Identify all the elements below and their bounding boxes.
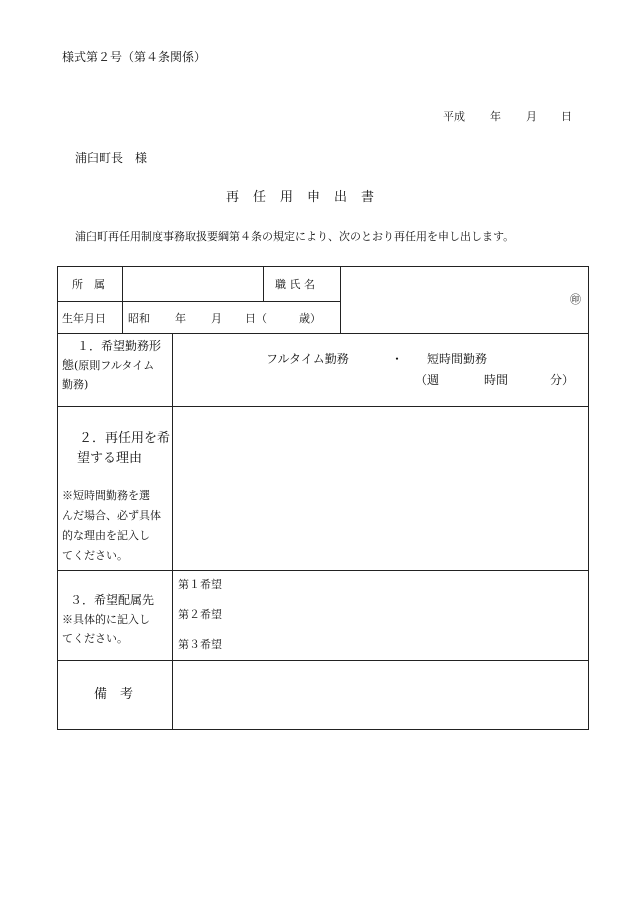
page-title: 再任用申出書	[226, 190, 389, 205]
remarks-label: 備 考	[94, 687, 134, 702]
date-day: 日	[561, 110, 572, 123]
birth-month: 月	[211, 312, 222, 325]
date-month: 月	[526, 110, 537, 123]
seal-mark: ㊞	[570, 293, 581, 306]
sec1-label-line3: 勤務)	[62, 378, 89, 391]
sec3-note-line1: ※具体的に記入し	[62, 613, 150, 626]
choice-3[interactable]: 第３希望	[178, 638, 222, 651]
intro-text: 浦臼町再任用制度事務取扱要綱第４条の規定により、次のとおり再任用を申し出します。	[75, 230, 515, 243]
birth-day: 日（	[245, 312, 267, 325]
date-year: 年	[490, 110, 501, 123]
date-era: 平成	[443, 110, 465, 123]
birth-year: 年	[175, 312, 186, 325]
sec2-note-line4: てください。	[62, 549, 128, 562]
sec1-label-paren: (原則フルタイム	[74, 359, 155, 372]
sec2-note-line1: ※短時間勤務を選	[62, 489, 150, 502]
sec3-note-line2: てください。	[62, 632, 128, 645]
parttime-option[interactable]: 短時間勤務	[427, 352, 488, 366]
sec2-note-line2: んだ場合、必ず具体	[62, 509, 161, 522]
sec1-label-line2	[62, 359, 154, 371]
sec1-label-line1: １．希望勤務形	[77, 339, 162, 353]
hours-label: 時間	[484, 373, 509, 387]
sec3-label: ３．希望配属先	[70, 593, 155, 607]
sec2-note-line3: 的な理由を記入し	[62, 529, 150, 542]
birthdate-label: 生年月日	[62, 312, 106, 325]
reason-field[interactable]	[174, 408, 587, 569]
option-separator: ・	[391, 352, 404, 366]
fulltime-option[interactable]: フルタイム勤務	[266, 352, 349, 366]
choice-1[interactable]: 第１希望	[178, 578, 222, 591]
affiliation-label: 所 属	[72, 278, 105, 291]
choice-2[interactable]: 第２希望	[178, 608, 222, 621]
job-name-label: 職 氏 名	[275, 278, 315, 291]
addressee: 浦臼町長 様	[75, 151, 148, 165]
remarks-field[interactable]	[174, 662, 587, 728]
week-open: （週	[415, 373, 440, 387]
sec2-label-line1: ２．再任用を希	[79, 431, 171, 446]
minutes-close: 分）	[550, 373, 575, 387]
sec2-label-line2: 望する理由	[77, 451, 143, 466]
birth-era: 昭和	[128, 312, 150, 325]
sec1-label-main: 態	[62, 358, 75, 372]
birth-age: 歳）	[299, 312, 321, 325]
form-number: 様式第２号（第４条関係）	[62, 50, 207, 64]
